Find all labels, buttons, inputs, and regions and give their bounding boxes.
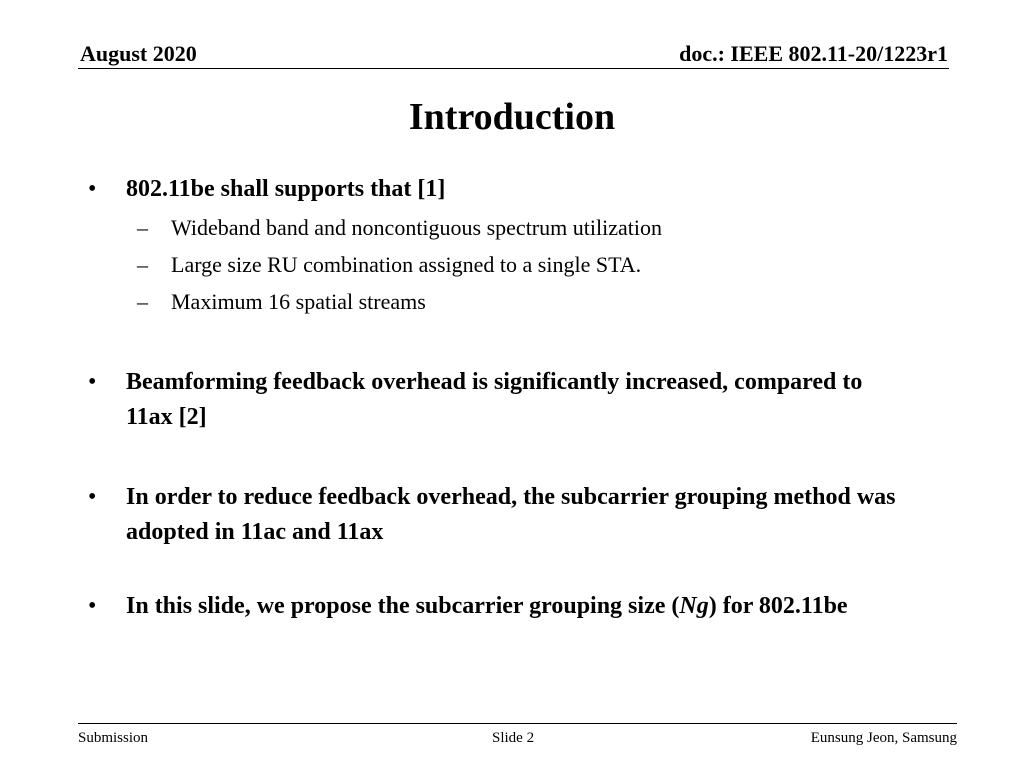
header-date: August 2020 xyxy=(80,41,197,66)
bullet-text-start: In this slide, we propose the subcarrier grouping size ( xyxy=(126,593,680,619)
bullet-text: 802.11be shall supports that [1] xyxy=(126,176,446,202)
ng-symbol: Ng xyxy=(679,593,709,619)
sub-item-text: Wideband band and noncontiguous spectrum utilization xyxy=(171,215,662,240)
footer-slide-number: Slide 2 xyxy=(492,730,535,746)
bullet-text: In order to reduce feedback overhead, the subcarrier grouping method was adopted in 11ac and 11ax xyxy=(126,484,896,545)
footer-submission: Submission xyxy=(78,730,149,746)
sub-item-text: Large size RU combination assigned to a single STA. xyxy=(171,252,642,277)
bullet-icon: • xyxy=(88,484,97,510)
dash-icon: – xyxy=(137,215,148,240)
slide-title: Introduction xyxy=(408,96,616,138)
footer-divider xyxy=(78,723,957,724)
header-doc-number: doc.: IEEE 802.11-20/1223r1 xyxy=(679,41,948,66)
sub-item-text: Maximum 16 spatial streams xyxy=(171,289,426,314)
bullet-text-end: ) for 802.11be xyxy=(708,593,848,619)
dash-icon: – xyxy=(137,289,148,314)
header-divider xyxy=(78,68,949,69)
bullet-icon: • xyxy=(88,369,97,395)
bullet-icon: • xyxy=(88,593,97,619)
footer-author: Eunsung Jeon, Samsung xyxy=(810,730,957,746)
bullet-icon: • xyxy=(88,176,97,202)
dash-icon: – xyxy=(137,252,148,277)
bullet-text: Beamforming feedback overhead is significantly increased, compared to 11ax [2] xyxy=(126,369,863,430)
bullet-text xyxy=(126,589,906,624)
